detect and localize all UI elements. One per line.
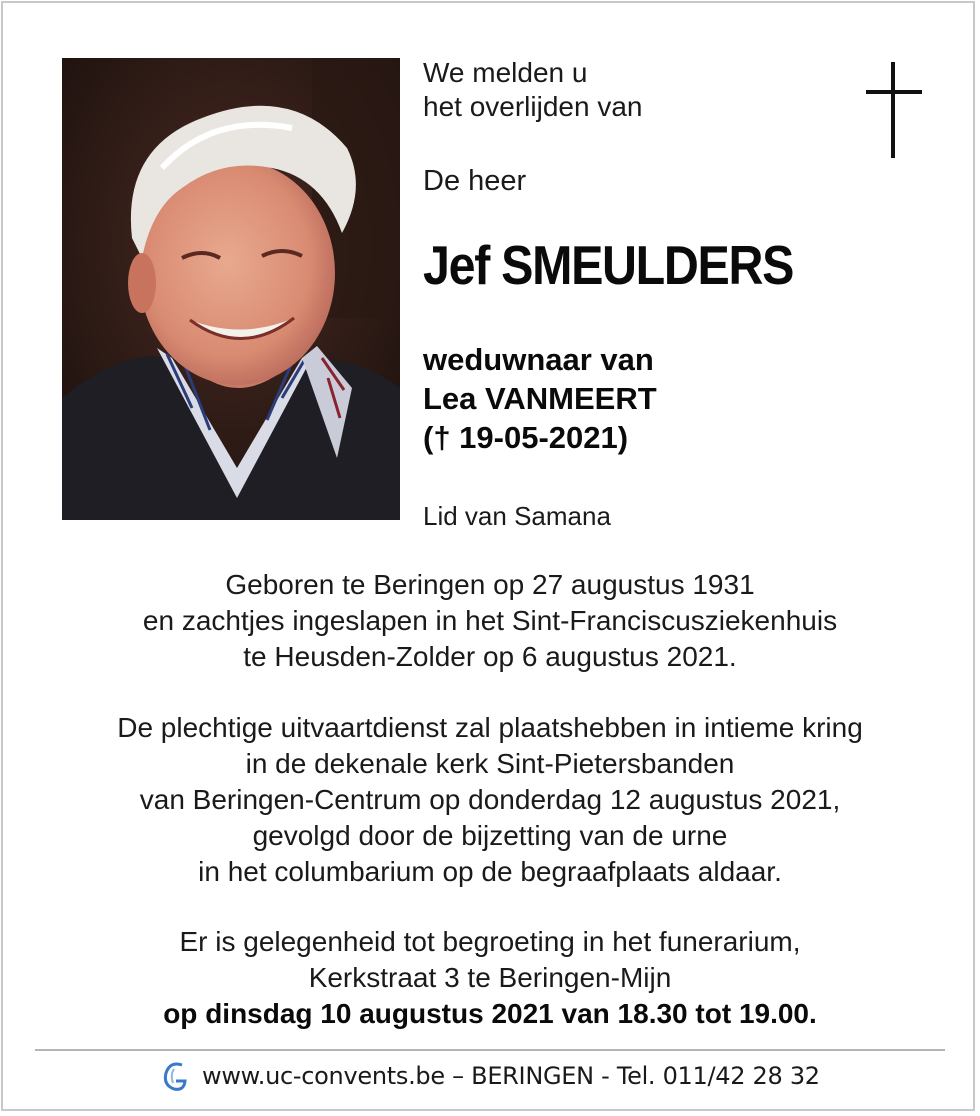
text-line: van Beringen-Centrum op donderdag 12 augustus 2021,: [139, 784, 841, 815]
visitation-paragraph: [0, 924, 980, 1032]
text-line: en zachtjes ingeslapen in het Sint-Franciscusziekenhuis: [142, 605, 838, 636]
birth-paragraph: [0, 567, 980, 675]
text-line: in de dekenale kerk Sint-Pietersbanden: [245, 748, 735, 779]
divider: [35, 1049, 945, 1051]
cross-icon: [866, 62, 922, 158]
footer-contact: www.uc-convents.be – BERINGEN - Tel. 011/42 28 32: [202, 1062, 820, 1090]
footer: [160, 1058, 820, 1094]
visitation-time: op dinsdag 10 augustus 2021 van 18.30 tot 19.00.: [163, 998, 817, 1029]
text-line: Kerkstraat 3 te Beringen-Mijn: [308, 962, 672, 993]
spouse-name: Lea VANMEERT: [423, 381, 657, 416]
service-paragraph: [0, 710, 980, 890]
text-line: Er is gelegenheid tot begroeting in het funerarium,: [179, 926, 801, 957]
deceased-name: Jef SMEULDERS: [423, 234, 794, 296]
text-line: De plechtige uitvaartdienst zal plaatshebben in intieme kring: [117, 712, 863, 743]
text-line: te Heusden-Zolder op 6 augustus 2021.: [243, 641, 737, 672]
membership: Lid van Samana: [423, 501, 611, 531]
portrait-illustration: [62, 58, 400, 520]
widow-info: [423, 340, 657, 457]
honorific: De heer: [423, 165, 527, 197]
text-line: gevolgd door de bijzetting van de urne: [252, 820, 728, 851]
portrait-photo: [62, 58, 400, 520]
text-line: in het columbarium op de begraafplaats aldaar.: [198, 856, 782, 887]
text-line: Geboren te Beringen op 27 augustus 1931: [225, 569, 755, 600]
widow-line: weduwnaar van: [423, 342, 654, 377]
spouse-death-date: († 19-05-2021): [423, 420, 629, 455]
announcement: [423, 56, 642, 124]
funeral-home-logo-icon: [160, 1059, 190, 1093]
announcement-line: het overlijden van: [423, 91, 643, 122]
announcement-line: We melden u: [423, 57, 588, 88]
